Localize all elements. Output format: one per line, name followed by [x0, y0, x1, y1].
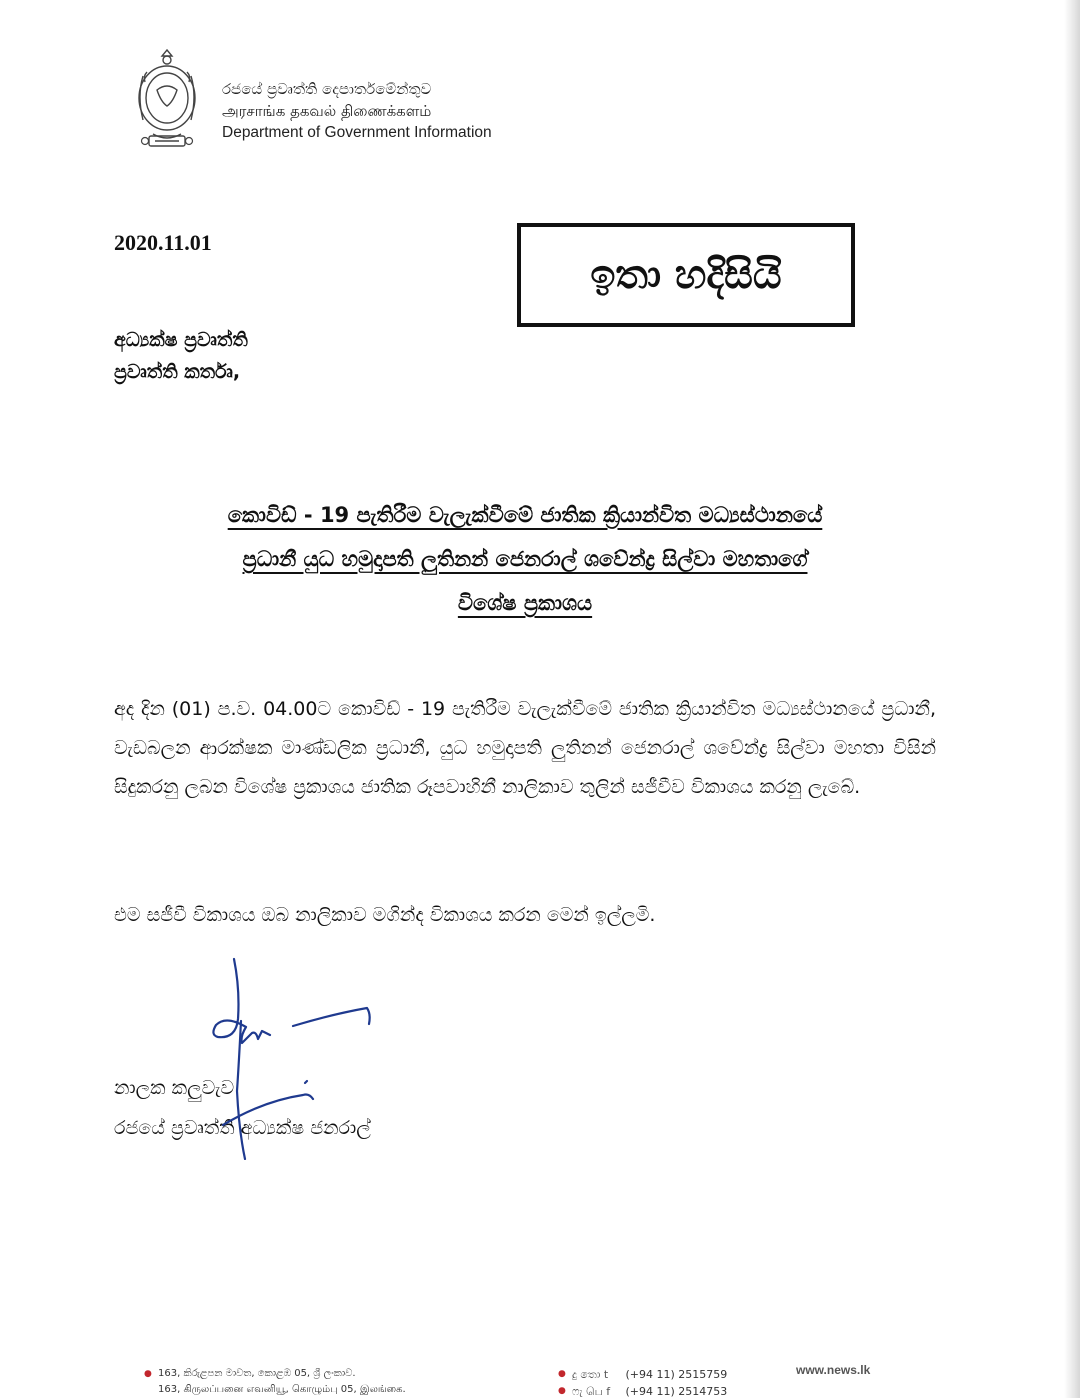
phone-number: (+94 11) 2515759 [625, 1368, 728, 1381]
recipient-line-1: අධ්‍යක්ෂ ප්‍රවෘත්ති [114, 329, 248, 351]
footer-bullet-icon: ● [558, 1386, 566, 1396]
body-paragraph-1: අද දින (01) ප.ව. 04.00ට කොවිඩ් - 19 පැතිරීම වැලැක්වීමේ ජාතික ක්‍රියාන්විත මධ්‍යස්ථානයේ ප්‍රධානී, වැඩබලන ආරක්ෂක මාණ්ඩලික ප්‍රධානී, යුධ හමුදාපති ලුතිනන් ජෙනරාල් ශවේන්ද්‍ර සිල්වා මහතා විසින් සිදුකරනු ලබන විශේෂ ප්‍රකාශය ජාතික රූපවාහිනී නාලිකාව තුලින් සජීවීව විකාශය කරනු ලැබේ. [114, 698, 936, 798]
footer-address-sinhala: 163, කිරුළපන මාවත, කොළඹ 05, ශ්‍රී ලංකාව. [158, 1368, 356, 1379]
body-paragraph-2: එම සජීවී විකාශය ඔබ නාලිකාව මගින්ද විකාශය කරන මෙන් ඉල්ලමි. [114, 904, 656, 926]
signer-title: රජයේ ප්‍රවෘත්ති අධ්‍යක්ෂ ජනරාල් [114, 1117, 371, 1139]
heading-line-3: විශේෂ ප්‍රකාශය [457, 591, 593, 615]
heading-line-1: කොවිඩ් - 19 පැතිරීම වැලැක්වීමේ ජාතික ක්‍රියාන්විත මධ්‍යස්ථානයේ [227, 503, 823, 527]
fax-label: ෆැ பெ f [572, 1385, 611, 1398]
urgency-stamp [517, 223, 855, 327]
footer-address [144, 1366, 406, 1398]
heading-line-2: ප්‍රධානී යුධ හමුදාපති ලුතිනන් ජෙනරාල් ශවේන්ද්‍ර සිල්වා මහතාගේ [242, 547, 808, 571]
footer-website[interactable]: www.news.lk [796, 1363, 871, 1377]
recipient-line-2: ප්‍රවෘත්ති කර්තෘ, [114, 361, 241, 383]
footer-bullet-icon: ● [144, 1369, 152, 1379]
letterhead-sinhala: රජයේ ප්‍රවෘත්ති දෙපාර්තමේන්තුව [222, 80, 432, 98]
urgency-label: ඉතා හදිසියි [590, 252, 782, 298]
scan-edge-shadow [1064, 0, 1080, 1398]
letterhead-tamil: அரசாங்க தகவல் திணைக்களம் [222, 102, 432, 120]
handwritten-signature [205, 955, 385, 1160]
footer-address-tamil: 163, கிருலப்பனை எவனியூ, கொழும்பு 05, இலங்கை. [158, 1384, 406, 1395]
document-heading [110, 493, 940, 625]
letterhead-english: Department of Government Information [222, 124, 492, 141]
letterhead [222, 78, 492, 144]
footer-bullet-icon: ● [558, 1369, 566, 1379]
fax-number: (+94 11) 2514753 [625, 1385, 728, 1398]
sri-lanka-emblem-icon [133, 46, 201, 150]
footer-contact [558, 1366, 728, 1400]
signer-name: නාලක කලුවැව [114, 1077, 235, 1099]
document-date: 2020.11.01 [114, 230, 212, 255]
recipient-block [114, 324, 248, 388]
phone-label: දු තො t [572, 1368, 609, 1381]
